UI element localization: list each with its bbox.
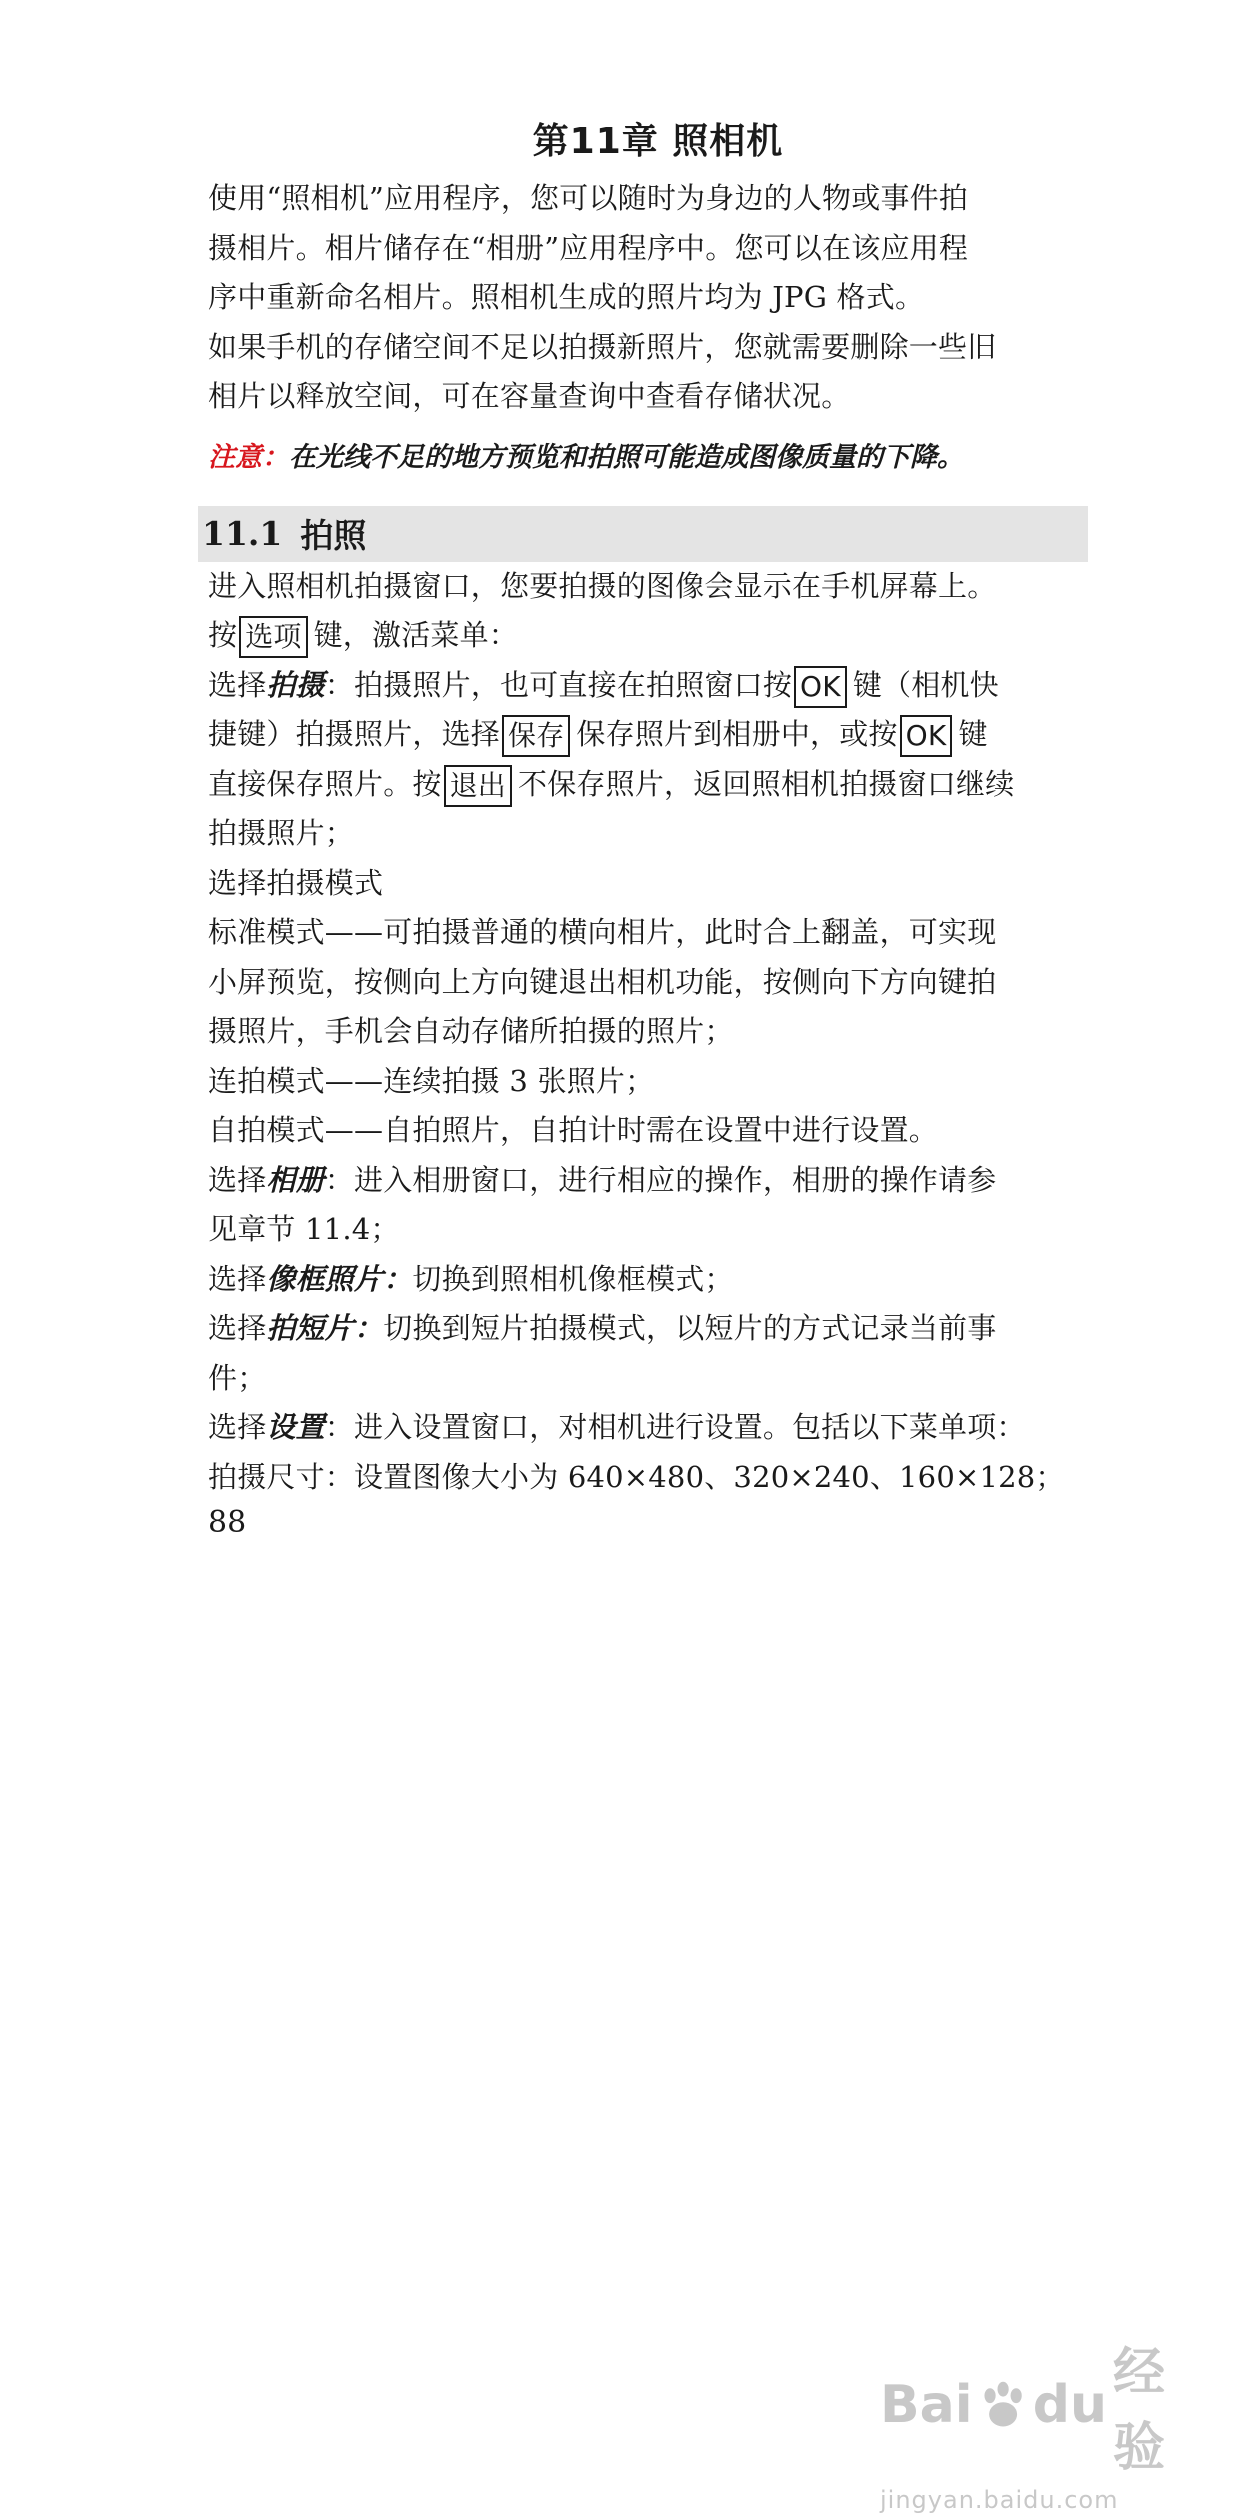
- paw-icon: [977, 2377, 1029, 2433]
- body-line: 见章节 11.4；: [208, 1212, 400, 1246]
- text-fragment: 选择: [208, 1311, 267, 1345]
- short-video-term: 拍短片：: [266, 1311, 384, 1345]
- ok-key-label: OK: [900, 715, 953, 757]
- body-line: 小屏预览，按侧向上方向键退出相机功能，按侧向下方向键拍: [208, 964, 997, 999]
- text-fragment: ：进入相册窗口，进行相应的操作，相册的操作请参: [324, 1162, 997, 1197]
- section-number: 11.1: [202, 514, 283, 553]
- text-fragment: 键，激活菜单：: [313, 618, 519, 652]
- watermark-brand-a: Bai: [880, 2375, 973, 2435]
- album-term: 相册: [266, 1162, 325, 1197]
- body-line: 自拍模式——自拍照片，自拍计时需在设置中进行设置。: [208, 1113, 939, 1147]
- text-fragment: 选择: [208, 1410, 267, 1444]
- intro-line: 摄相片。相片储存在“相册”应用程序中。您可以在该应用程: [208, 230, 969, 265]
- text-fragment: 保存照片到相册中，或按: [576, 717, 898, 751]
- frame-photo-term: 像框照片：: [266, 1261, 413, 1296]
- section-title: 拍照: [300, 516, 367, 555]
- intro-line: 如果手机的存储空间不足以拍摄新照片，您就需要删除一些旧: [208, 329, 997, 364]
- text-fragment: 键（相机快: [852, 667, 999, 702]
- exit-key-label: 退出: [444, 765, 512, 807]
- chapter-title: 第11章 照相机: [532, 121, 784, 162]
- note-label: 注意：: [208, 441, 289, 473]
- note-callout: [208, 434, 1108, 482]
- shoot-term: 拍摄: [266, 667, 325, 702]
- body-line: 标准模式——可拍摄普通的横向相片，此时合上翻盖，可实现: [208, 915, 997, 949]
- text-fragment: 不保存照片，返回照相机拍摄窗口继续: [518, 766, 1015, 801]
- section-heading: [198, 506, 1088, 562]
- body-line: [208, 710, 1108, 760]
- body-line: 连拍模式——连续拍摄 3 张照片；: [208, 1063, 655, 1098]
- watermark-brand-c: 经验: [1113, 2343, 1166, 2478]
- text-fragment: ：进入设置窗口，对相机进行设置。包括以下菜单项：: [324, 1410, 1026, 1444]
- body-line: [208, 1156, 1108, 1206]
- text-fragment: 键: [958, 717, 988, 751]
- section-body: [208, 562, 1108, 1503]
- body-line: [208, 661, 1108, 711]
- watermark-logo: [880, 2330, 1210, 2480]
- body-line: 件；: [208, 1360, 267, 1395]
- body-line: [208, 760, 1108, 810]
- body-line: [208, 1255, 1108, 1305]
- intro-line: 使用“照相机”应用程序，您可以随时为身边的人物或事件拍: [208, 181, 969, 215]
- body-line: [208, 1403, 1108, 1453]
- options-key-label: 选项: [239, 616, 307, 658]
- text-fragment: 捷键）拍摄照片，选择: [208, 717, 501, 751]
- save-key-label: 保存: [502, 715, 570, 757]
- watermark-brand-b: du: [1032, 2375, 1108, 2435]
- text-fragment: 选择: [208, 1261, 267, 1296]
- document-page: [202, 112, 1108, 1502]
- body-line: [208, 611, 1108, 661]
- page-number: 88: [208, 1505, 247, 1540]
- text-fragment: 按: [208, 618, 238, 652]
- text-fragment: 切换到短片拍摄模式，以短片的方式记录当前事: [383, 1311, 997, 1345]
- intro-paragraph: [208, 174, 1108, 422]
- body-line: 选择拍摄模式: [208, 865, 384, 900]
- intro-line: 序中重新命名相片。照相机生成的照片均为 JPG 格式。: [208, 280, 925, 314]
- watermark-url: jingyan.baidu.com: [880, 2486, 1119, 2514]
- text-fragment: 切换到照相机像框模式；: [412, 1261, 734, 1296]
- text-fragment: 选择: [208, 667, 267, 702]
- intro-line: 相片以释放空间，可在容量查询中查看存储状况。: [208, 379, 851, 413]
- text-fragment: 直接保存照片。按: [208, 766, 442, 801]
- body-line: 摄照片，手机会自动存储所拍摄的照片；: [208, 1014, 734, 1048]
- text-fragment: ：拍摄照片，也可直接在拍照窗口按: [324, 667, 793, 702]
- body-line: 拍摄照片；: [208, 816, 355, 850]
- baidu-watermark: [880, 2330, 1210, 2514]
- ok-key-label: OK: [794, 666, 847, 708]
- body-line: [208, 1304, 1108, 1354]
- body-line: 进入照相机拍摄窗口，您要拍摄的图像会显示在手机屏幕上。: [208, 568, 997, 603]
- text-fragment: 选择: [208, 1162, 267, 1197]
- body-line: 拍摄尺寸：设置图像大小为 640×480、320×240、160×128；: [208, 1459, 1065, 1494]
- note-text: 在光线不足的地方预览和拍照可能造成图像质量的下降。: [289, 441, 964, 473]
- settings-term: 设置: [266, 1410, 325, 1444]
